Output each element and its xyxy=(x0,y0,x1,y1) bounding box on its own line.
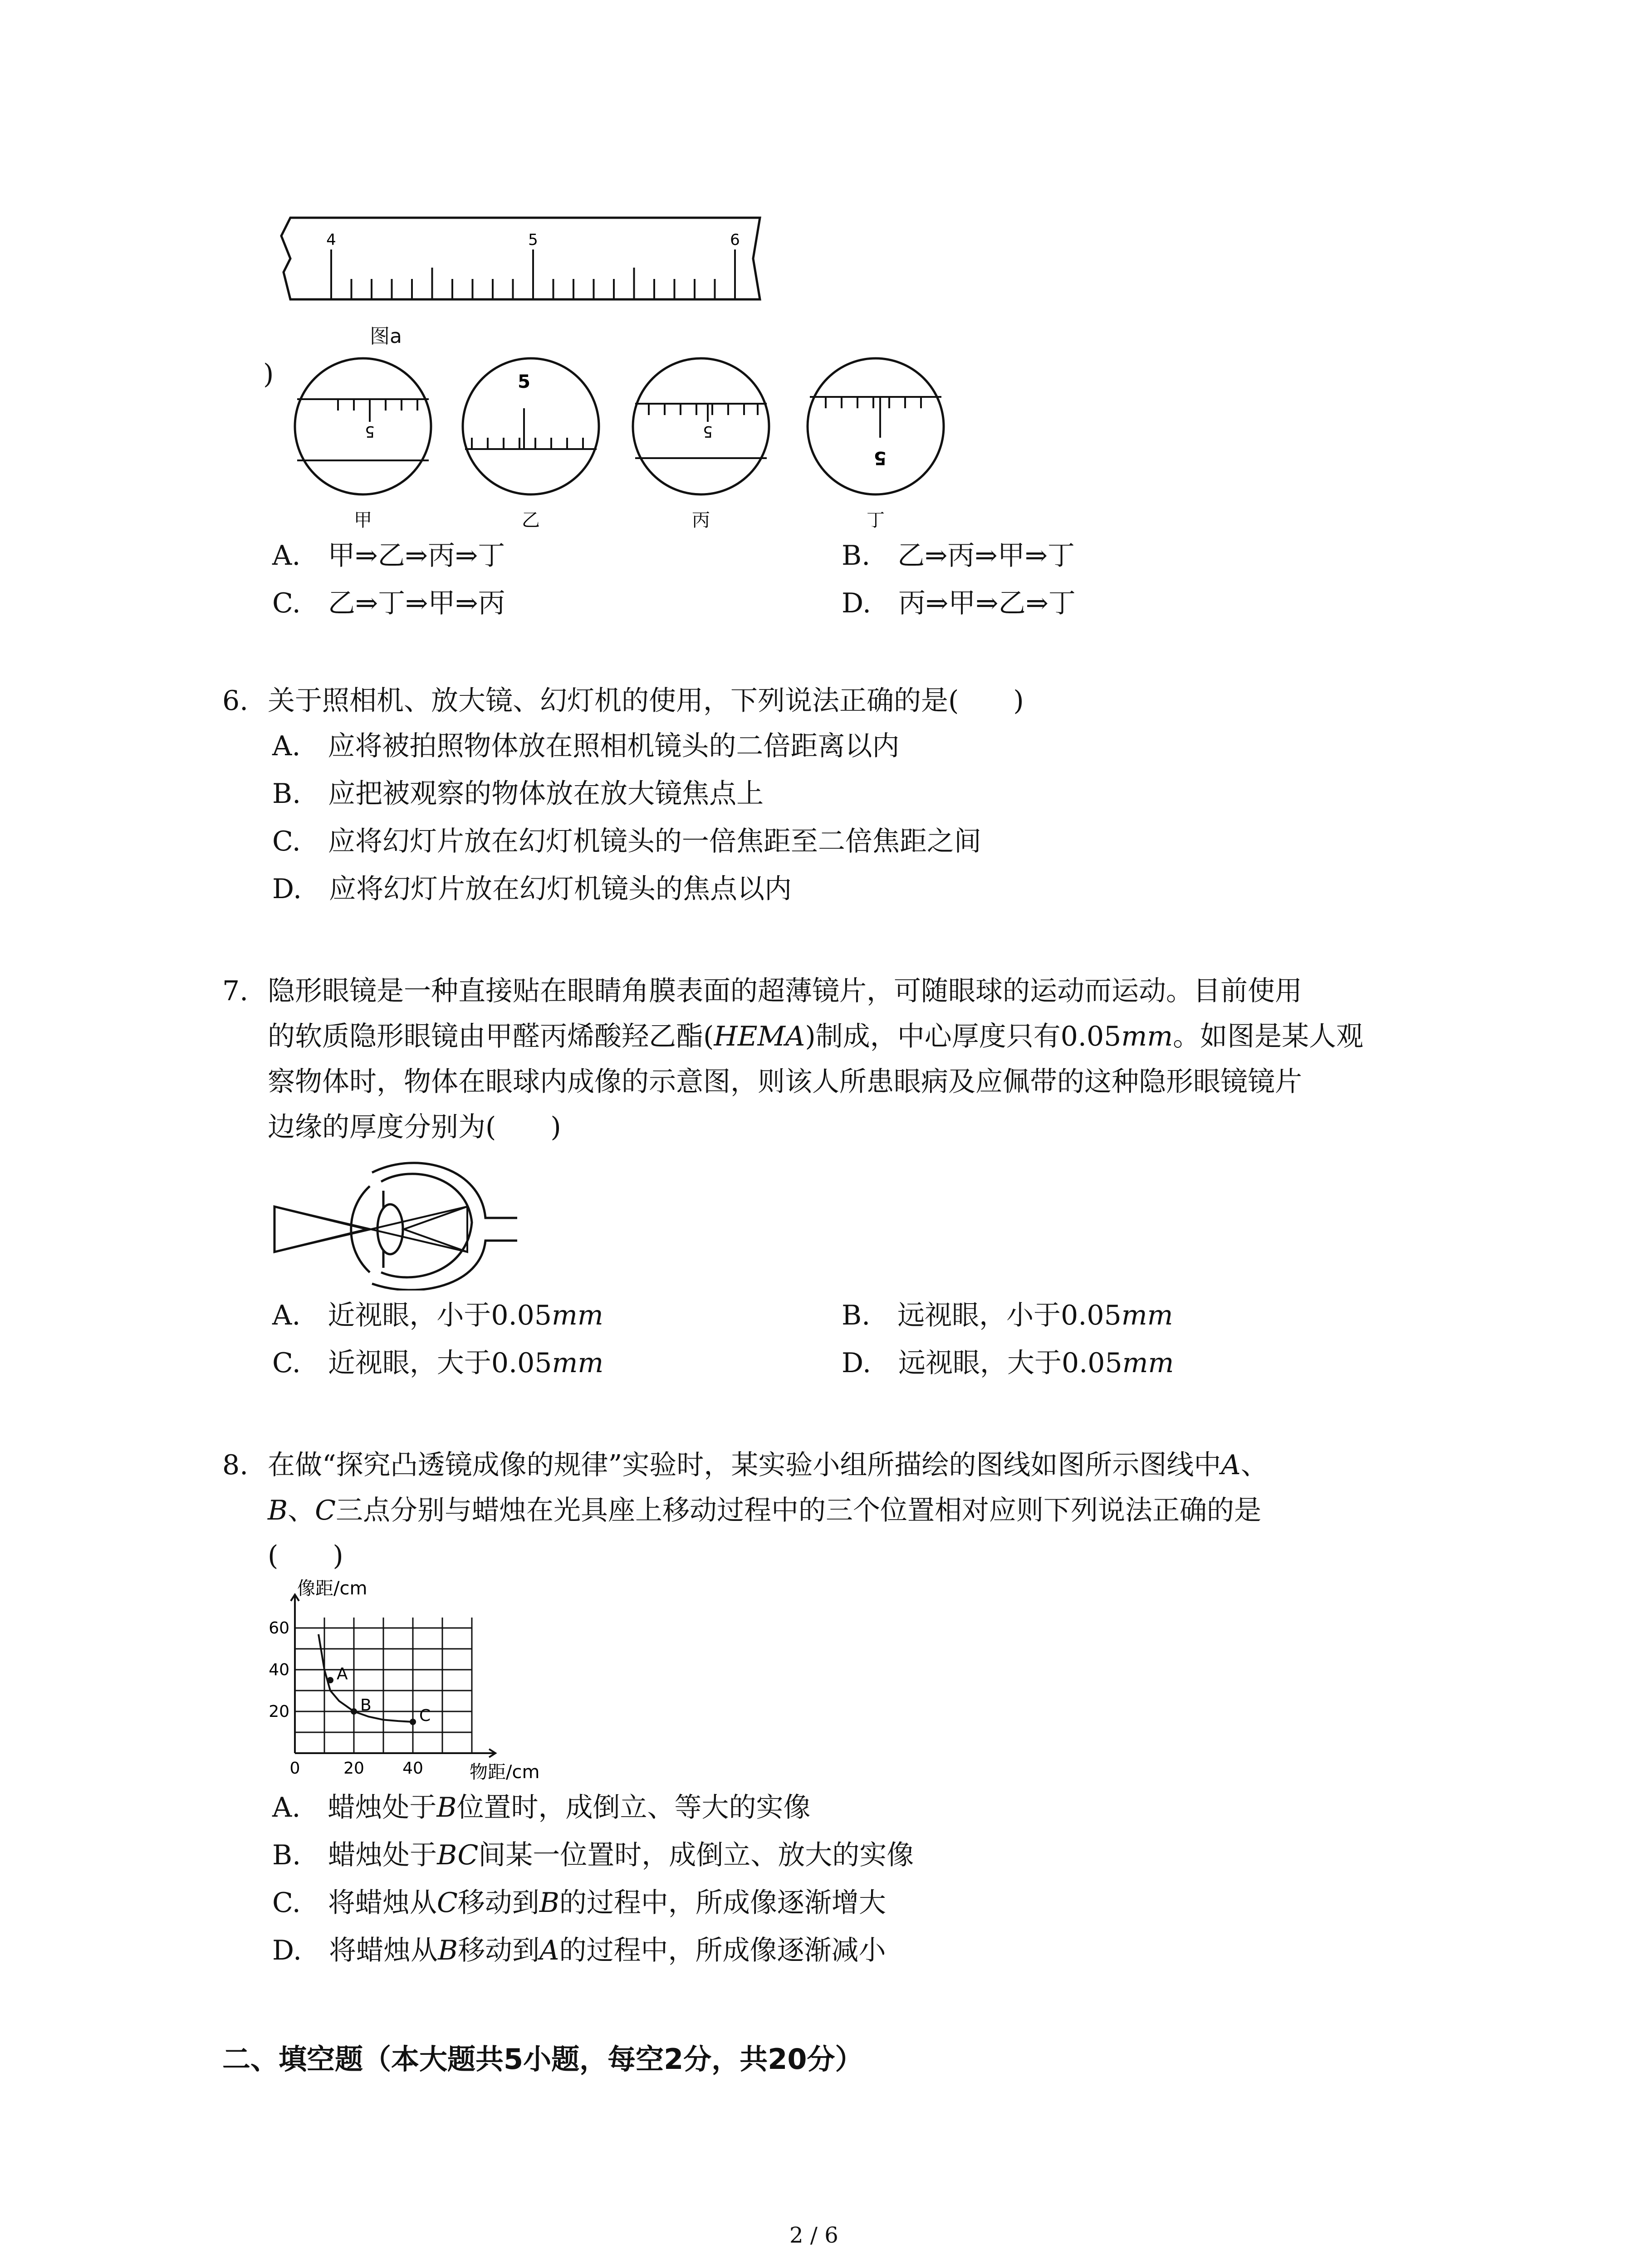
q8-option-a[interactable]: A. 蜡烛处于B位置时，成倒立、等大的实像 xyxy=(272,1792,811,1823)
chart-point-C xyxy=(410,1719,416,1725)
chart-y-tick: 40 xyxy=(269,1661,289,1679)
ruler-figure xyxy=(272,213,771,318)
eye-diagram xyxy=(268,1154,526,1290)
q6-option-c[interactable]: C. 应将幻灯片放在幻灯机镜头的一倍焦距至二倍焦距之间 xyxy=(272,826,981,857)
view-jia xyxy=(295,358,431,531)
chart-y-axis xyxy=(291,1594,299,1753)
view-yi-label: 乙 xyxy=(522,510,540,531)
q5-stray-paren: ) xyxy=(263,358,274,390)
view-bing-label: 丙 xyxy=(692,510,710,531)
q7-option-b[interactable]: B. 远视眼，小于0.05mm xyxy=(842,1300,1173,1331)
chart-x-tick: 20 xyxy=(343,1759,364,1778)
q8-number: 8. xyxy=(222,1449,249,1481)
view-bing-digit: 5 xyxy=(703,422,713,440)
q7-line4: 边缘的厚度分别为( ) xyxy=(268,1111,561,1143)
q8-line3: ( ) xyxy=(268,1540,343,1572)
view-bing xyxy=(633,358,769,531)
q6-option-d[interactable]: D. 应将幻灯片放在幻灯机镜头的焦点以内 xyxy=(272,873,792,905)
q8-option-b[interactable]: B. 蜡烛处于BC间某一位置时，成倒立、放大的实像 xyxy=(272,1839,914,1871)
chart-point-B xyxy=(351,1708,357,1715)
q5-option-b[interactable]: B. 乙⇒丙⇒甲⇒丁 xyxy=(842,540,1075,572)
section-2-heading: 二、填空题（本大题共5小题，每空2分，共20分） xyxy=(222,2043,863,2076)
q5-option-a[interactable]: A. 甲⇒乙⇒丙⇒丁 xyxy=(272,540,505,572)
q5-option-d[interactable]: D. 丙⇒甲⇒乙⇒丁 xyxy=(842,587,1076,619)
q7-option-d[interactable]: D. 远视眼，大于0.05mm xyxy=(842,1347,1174,1379)
ruler-label-4: 4 xyxy=(326,231,336,249)
q6-stem: 关于照相机、放大镜、幻灯机的使用，下列说法正确的是( ) xyxy=(268,685,1024,717)
q7-line2: 的软质隐形眼镜由甲醛丙烯酸羟乙酯(HEMA)制成，中心厚度只有0.05mm。如图是某人观 xyxy=(268,1021,1364,1052)
q7-line1: 隐形眼镜是一种直接贴在眼睛角膜表面的超薄镜片，可随眼球的运动而运动。目前使用 xyxy=(268,975,1302,1007)
q7-option-a[interactable]: A. 近视眼，小于0.05mm xyxy=(272,1300,603,1331)
view-jia-digit: 5 xyxy=(365,422,375,440)
q8-line2: B、C三点分别与蜡烛在光具座上移动过程中的三个位置相对应则下列说法正确的是 xyxy=(268,1495,1262,1526)
chart-x-tick: 0 xyxy=(289,1759,300,1778)
view-ding-label: 丁 xyxy=(867,510,885,531)
chart-y-tick: 60 xyxy=(269,1619,289,1637)
view-ding-digit: 5 xyxy=(874,447,887,468)
chart-point-A xyxy=(327,1677,333,1683)
q7-option-c[interactable]: C. 近视眼，大于0.05mm xyxy=(272,1347,604,1379)
chart-point-label-A: A xyxy=(337,1665,348,1683)
q8-option-c[interactable]: C. 将蜡烛从C移动到B的过程中，所成像逐渐增大 xyxy=(272,1887,886,1919)
view-yi-digit: 5 xyxy=(518,371,530,392)
image-distance-chart xyxy=(254,1576,581,1785)
chart-xlabel: 物距/cm xyxy=(470,1762,540,1783)
q6-option-a[interactable]: A. 应将被拍照物体放在照相机镜头的二倍距离以内 xyxy=(272,730,900,762)
q6-option-b[interactable]: B. 应把被观察的物体放在放大镜焦点上 xyxy=(272,778,764,810)
chart-x-tick: 40 xyxy=(402,1759,423,1778)
chart-point-label-C: C xyxy=(419,1706,431,1725)
q7-line3: 察物体时，物体在眼球内成像的示意图，则该人所患眼病及应佩带的这种隐形眼镜镜片 xyxy=(268,1066,1302,1098)
q8-option-d[interactable]: D. 将蜡烛从B移动到A的过程中，所成像逐渐减小 xyxy=(272,1935,886,1966)
q7-number: 7. xyxy=(222,975,249,1007)
chart-ylabel: 像距/cm xyxy=(297,1578,367,1599)
ruler-label-5: 5 xyxy=(528,231,538,249)
view-ding xyxy=(808,358,944,531)
page-number: 2 / 6 xyxy=(789,2223,838,2248)
ruler-caption: 图a xyxy=(370,325,402,348)
ruler-label-6: 6 xyxy=(730,231,740,249)
chart-point-label-B: B xyxy=(360,1696,372,1715)
microscope-views xyxy=(290,354,962,535)
view-yi xyxy=(463,358,599,531)
q5-option-c[interactable]: C. 乙⇒丁⇒甲⇒丙 xyxy=(272,587,505,619)
q8-line1: 在做“探究凸透镜成像的规律”实验时，某实验小组所描绘的图线如图所示图线中A、 xyxy=(268,1449,1268,1481)
q6-number: 6. xyxy=(222,685,249,717)
view-jia-label: 甲 xyxy=(354,510,372,531)
chart-y-tick: 20 xyxy=(269,1702,289,1721)
